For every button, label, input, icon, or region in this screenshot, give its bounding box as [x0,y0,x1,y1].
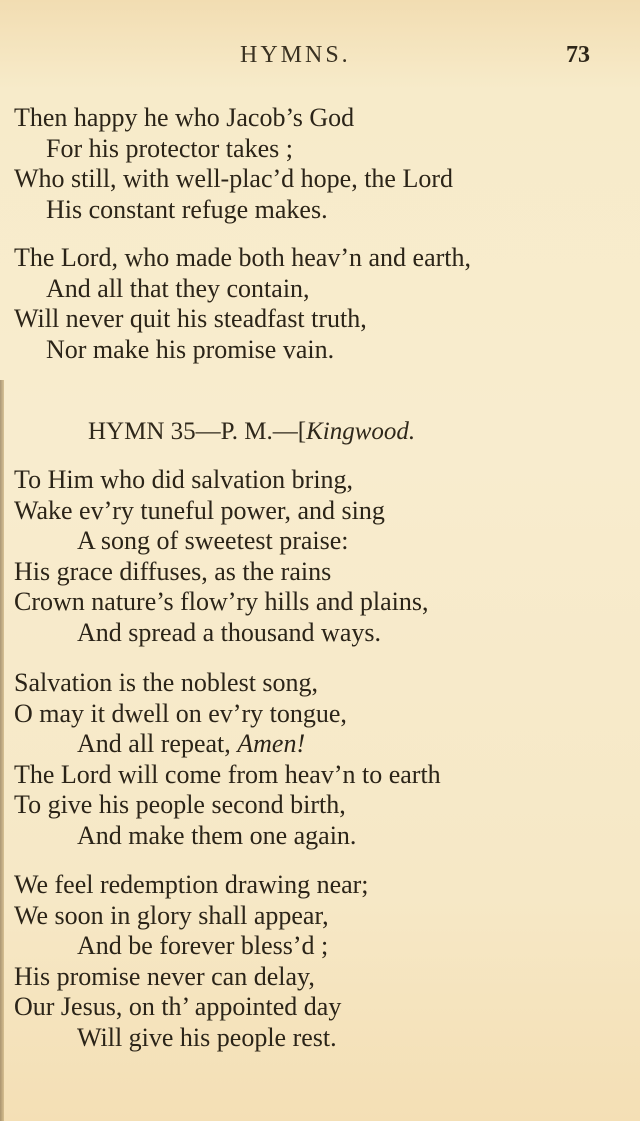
verse-line: And all that they contain, [46,273,310,303]
verse-line: Who still, with well-plac’d hope, the Lord [14,164,454,193]
hymn-stanza-1 [14,465,429,648]
verse-line: And spread a thousand ways. [77,617,381,647]
verse-line: O may it dwell on ev’ry tongue, [14,698,347,728]
verse-line: To give his people second birth, [14,790,346,819]
hymn-heading [88,418,415,446]
verse-line: And be forever bless’d ; [77,931,329,960]
verse-line: We feel redemption drawing near; [14,870,369,899]
verse-line: The Lord, who made both heav’n and earth, [14,243,472,272]
verse-line: Our Jesus, on th’ appointed day [14,992,342,1021]
previous-hymn-stanza-1 [14,103,453,225]
page-gutter-edge [0,380,4,1121]
hymn-number-meter: HYMN 35—P. M.—[ [88,418,307,445]
verse-line: And make them one again. [77,820,357,850]
verse-line: Crown nature’s flow’ry hills and plains, [14,587,429,616]
verse-line: His constant refuge makes. [46,194,328,224]
verse-text: And all repeat, [77,729,238,758]
verse-line: His grace diffuses, as the rains [14,556,332,586]
verse-line: Will give his people rest. [77,1022,337,1052]
running-title: HYMNS. [240,42,351,68]
amen-emphasis: Amen! [237,729,306,758]
verse-line: Then happy he who Jacob’s God [14,103,355,132]
verse-line: Will never quit his steadfast truth, [14,304,367,333]
verse-line: To Him who did salvation bring, [14,465,354,494]
verse-line: Salvation is the noblest song, [14,668,319,697]
previous-hymn-stanza-2 [14,243,471,365]
verse-line: A song of sweetest praise: [77,526,349,555]
verse-line: His promise never can delay, [14,961,315,991]
tune-name: Kingwood. [306,418,416,445]
verse-line [14,729,441,760]
verse-line: Nor make his promise vain. [46,334,335,364]
page-number: 73 [566,42,590,68]
running-head [0,38,640,78]
hymn-stanza-3 [14,870,369,1053]
verse-line: The Lord will come from heav’n to earth [14,759,441,789]
verse-line: We soon in glory shall appear, [14,900,329,930]
verse-line: Wake ev’ry tuneful power, and sing [14,495,385,525]
hymn-stanza-2 [14,668,441,851]
verse-line: For his protector takes ; [46,133,293,163]
